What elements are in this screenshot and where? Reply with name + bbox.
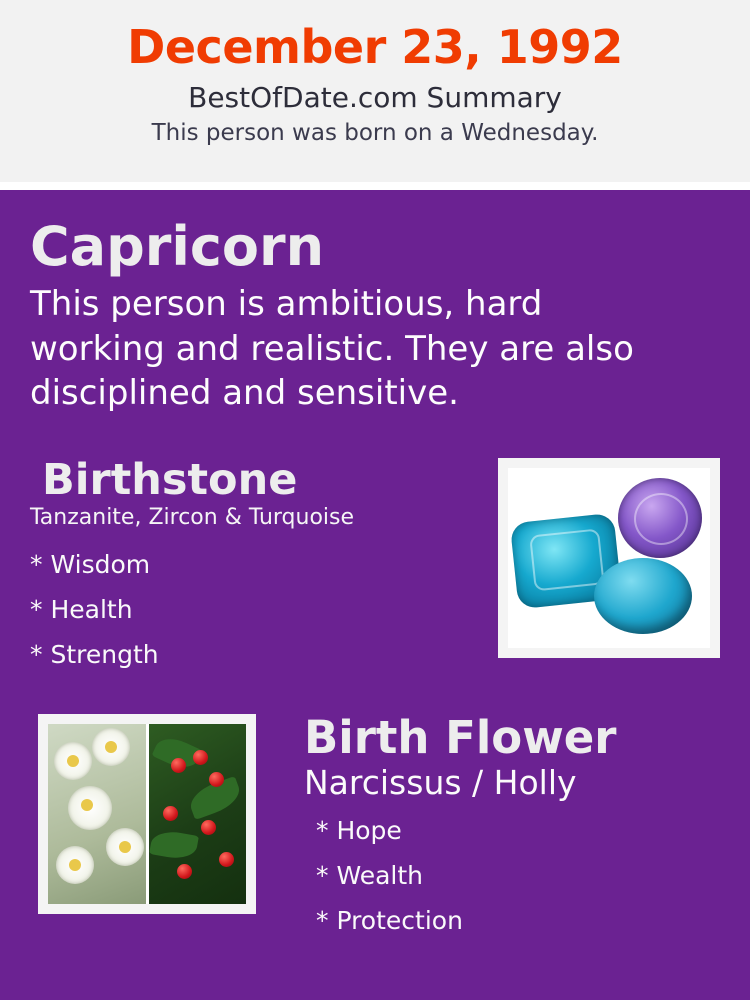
zodiac-description: This person is ambitious, hard working and realistic. They are also disciplined and sensitive. bbox=[30, 283, 634, 414]
zodiac-sign-title: Capricorn bbox=[30, 215, 325, 278]
birth-flower-names: Narcissus / Holly bbox=[304, 762, 577, 802]
birthstone-title: Birthstone bbox=[42, 455, 298, 506]
holly-berry-icon bbox=[171, 758, 186, 773]
birthstone-image bbox=[498, 458, 720, 658]
birth-flower-traits-list bbox=[282, 815, 720, 935]
list-item: * Hope bbox=[316, 815, 402, 845]
narcissus-flower-icon bbox=[56, 846, 94, 884]
purple-gem-icon bbox=[618, 478, 702, 558]
holly-leaf-icon bbox=[149, 829, 199, 863]
holly-berry-icon bbox=[163, 806, 178, 821]
list-item: * Strength bbox=[30, 639, 159, 669]
narcissus-flower-icon bbox=[54, 742, 92, 780]
birth-day-text: This person was born on a Wednesday. bbox=[151, 120, 599, 147]
holly-berry-icon bbox=[201, 820, 216, 835]
holly-berry-icon bbox=[193, 750, 208, 765]
list-item: * Health bbox=[30, 594, 133, 624]
main-panel bbox=[0, 190, 750, 1000]
list-item: * Wisdom bbox=[30, 549, 151, 579]
narcissus-flower-icon bbox=[68, 786, 112, 830]
turquoise-cabochon-icon bbox=[594, 558, 692, 634]
birth-flower-section bbox=[30, 711, 720, 944]
holly-berry-icon bbox=[209, 772, 224, 787]
list-item: * Protection bbox=[316, 905, 463, 935]
holly-berry-icon bbox=[177, 864, 192, 879]
birthstone-names: Tanzanite, Zircon & Turquoise bbox=[30, 505, 355, 531]
birthstone-section bbox=[30, 455, 720, 688]
birth-flower-image-canvas bbox=[48, 724, 246, 904]
page-title: December 23, 1992 bbox=[127, 20, 623, 74]
birth-flower-image bbox=[38, 714, 256, 914]
narcissus-photo-half bbox=[48, 724, 146, 904]
holly-photo-half bbox=[146, 724, 247, 904]
narcissus-flower-icon bbox=[92, 728, 130, 766]
birth-flower-text bbox=[282, 711, 720, 935]
site-name: BestOfDate.com Summary bbox=[188, 80, 562, 114]
header-divider bbox=[0, 182, 750, 190]
birth-flower-title: Birth Flower bbox=[304, 711, 617, 765]
birthstone-image-canvas bbox=[508, 468, 710, 648]
holly-berry-icon bbox=[219, 852, 234, 867]
narcissus-flower-icon bbox=[106, 828, 144, 866]
header bbox=[0, 0, 750, 182]
list-item: * Wealth bbox=[316, 860, 423, 890]
